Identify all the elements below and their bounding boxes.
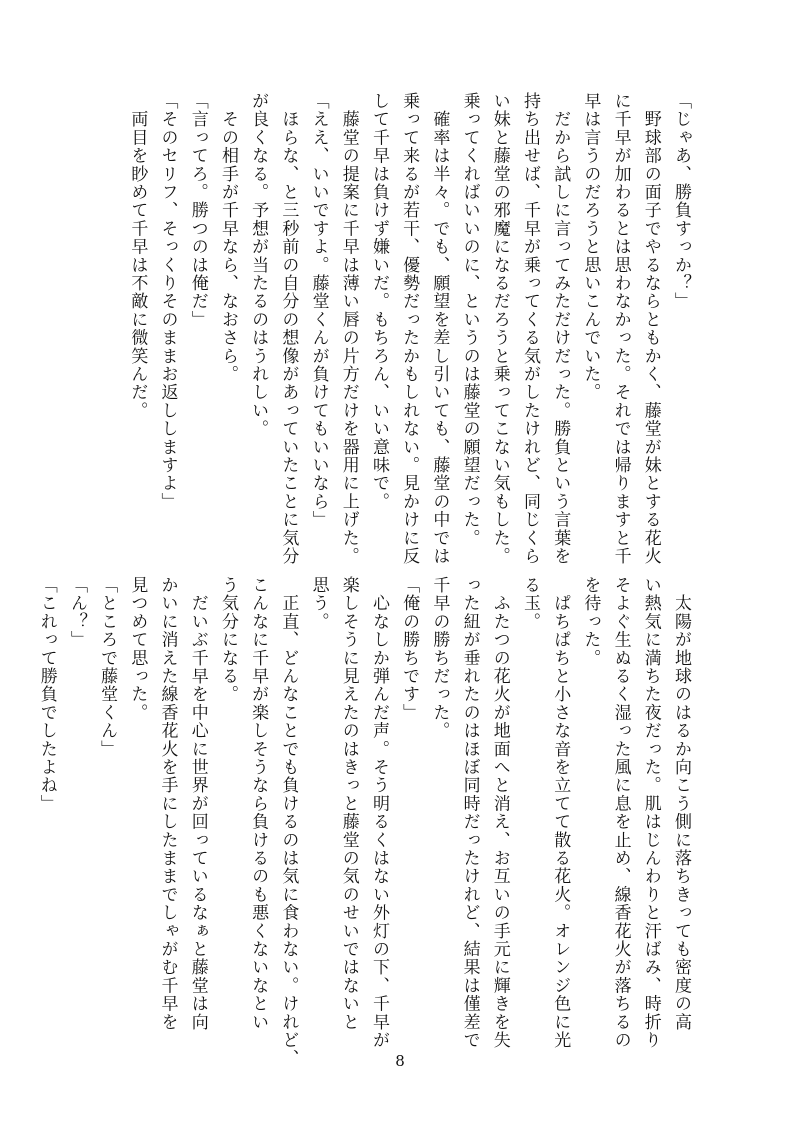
text-line: 楽しそうに見えたのはきっと藤堂の気のせいではないと <box>338 576 359 1031</box>
text-line: そよぐ生ぬるく湿った風に息を止め、線香花火が落ちるの <box>610 576 631 1050</box>
page-number: 8 <box>395 1052 405 1070</box>
text-line: い妹と藤堂の邪魔になるだろうと乗ってこない気もした。 <box>489 92 510 566</box>
text-line: こんなに千早が楽しそうなら負けるのも悪くないなとい <box>248 576 269 1031</box>
upper-text-block <box>122 92 696 566</box>
text-line: る玉。 <box>519 576 540 631</box>
text-line: 見つめて思った。 <box>127 576 148 722</box>
text-line: う気分になる。 <box>217 576 238 704</box>
text-line: を待った。 <box>580 576 601 667</box>
text-line: 乗って来るが若干、優勢だったかもしれない。見かけに反 <box>399 92 420 566</box>
text-line: 「ええ、いいですよ。藤堂くんが負けてもいいなら」 <box>308 92 329 529</box>
text-line: 「ところで藤堂くん」 <box>97 576 118 758</box>
text-line: い熱気に満ちた夜だった。肌はじんわりと汗ばみ、時折り <box>640 576 661 1050</box>
text-line: 「言ってろ。勝つのは俺だ」 <box>187 92 208 329</box>
text-line: 乗ってくればいいのに、というのは藤堂の願望だった。 <box>459 92 480 547</box>
text-line: 持ち出せば、千早が乗ってくる気がしたけれど、同じくら <box>519 92 540 566</box>
text-line: 千早の勝ちだった。 <box>429 576 450 740</box>
text-line: かいに消えた線香花火を手にしたままでしゃがむ千早を <box>157 576 178 1031</box>
text-line: に千早が加わるとは思わなかった。それでは帰りますと千 <box>610 92 631 566</box>
text-line: 「そのセリフ、そっくりそのままお返ししますよ」 <box>157 92 178 511</box>
text-line: 心なしか弾んだ声。そう明るくはない外灯の下、千早が <box>368 576 389 1050</box>
text-line: その相手が千早なら、なおさら。 <box>217 92 238 384</box>
text-line: った紐が垂れたのはほぼ同時だったけれど、結果は僅差で <box>459 576 480 1050</box>
text-line: 藤堂の提案に千早は薄い唇の片方だけを器用に上げた。 <box>338 92 359 566</box>
text-line: 太陽が地球のはるか向こう側に落ちきっても密度の高 <box>671 576 691 1031</box>
text-line: 「じゃあ、勝負すっか？」 <box>671 92 691 311</box>
text-line: 確率は半々。でも、願望を差し引いても、藤堂の中では <box>429 92 450 566</box>
text-line: 早は言うのだろうと思いこんでいた。 <box>580 92 601 402</box>
text-line: 「これって勝負でしたよね」 <box>36 576 57 813</box>
text-line: だから試しに言ってみただけだった。勝負という言葉を <box>550 92 571 566</box>
text-line: 両目を眇めて千早は不敵に微笑んだ。 <box>127 92 148 420</box>
text-line: して千早は負けず嫌いだ。もちろん、いい意味で。 <box>368 92 389 511</box>
lower-text-block <box>32 576 696 1068</box>
text-line: 「俺の勝ちです」 <box>399 576 420 722</box>
text-line: ふたつの花火が地面へと消え、お互いの手元に輝きを失 <box>489 576 510 1050</box>
text-line: ぱちぱちと小さな音を立てて散る花火。オレンジ色に光 <box>550 576 571 1050</box>
text-line: ほらな、と三秒前の自分の想像があっていたことに気分 <box>278 92 299 566</box>
text-line: 「ん？」 <box>66 576 87 649</box>
text-line: 正直、どんなことでも負けるのは気に食わない。けれど、 <box>278 576 299 1068</box>
text-line: 思う。 <box>308 576 329 631</box>
text-line: だいぶ千早を中心に世界が回っているなぁと藤堂は向 <box>187 576 208 1031</box>
text-line: が良くなる。予想が当たるのはうれしい。 <box>248 92 269 438</box>
text-line: 野球部の面子でやるならともかく、藤堂が妹とする花火 <box>640 92 661 566</box>
